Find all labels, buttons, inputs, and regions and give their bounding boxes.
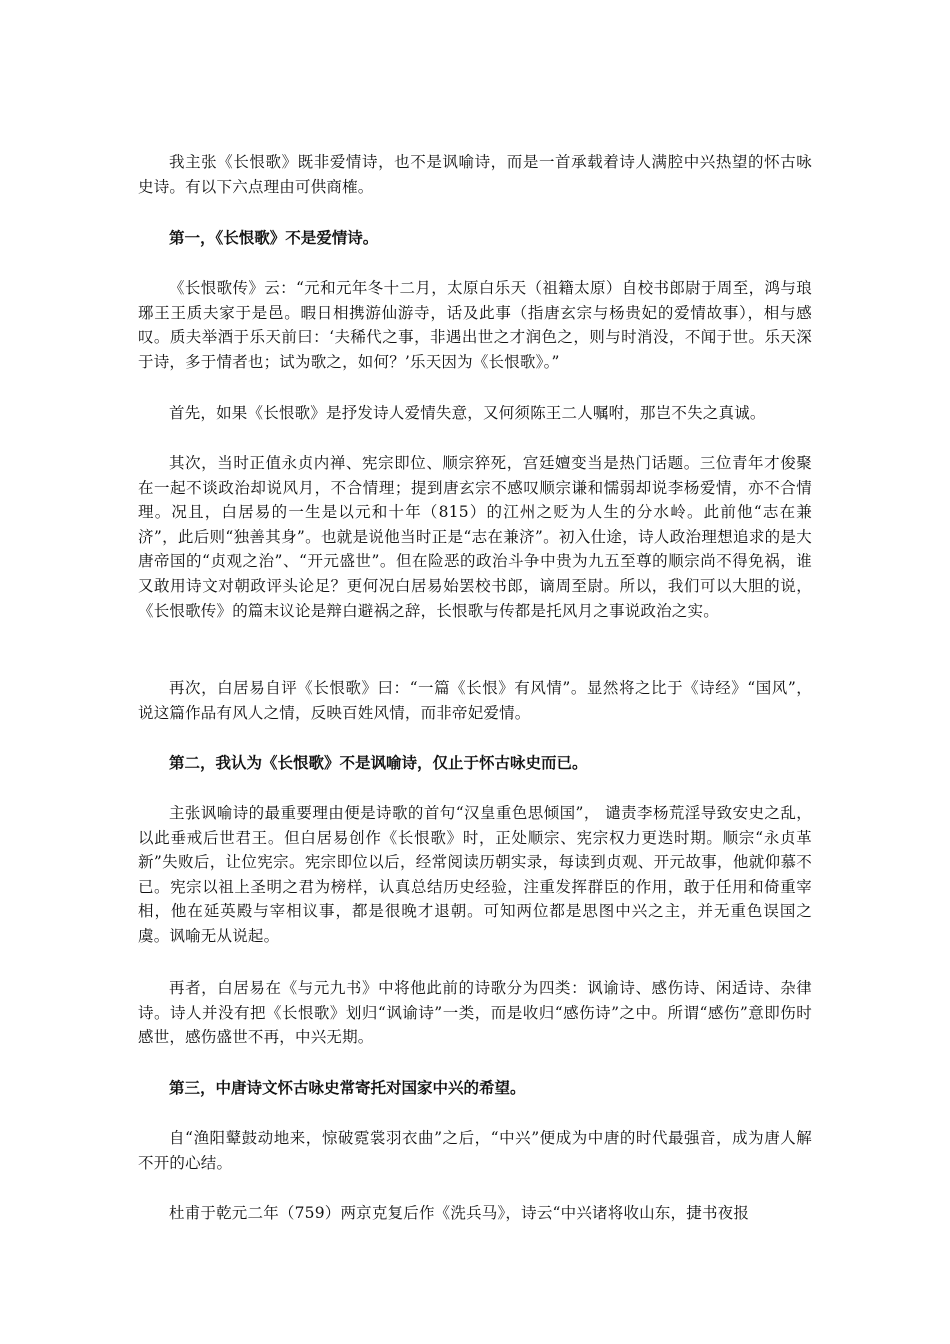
paragraph-thirdly: 再次，白居易自评《长恨歌》曰：“一篇《长恨》有风情”。显然将之比于《诗经》“国风”，说这篇作品有风人之情，反映百姓风情，而非帝妃爱情。 [138, 679, 812, 722]
paragraph-changhenge-zhuan-quote: 《长恨歌传》云：“元和元年冬十二月，太原白乐天（祖籍太原）自校书郎尉于周至，鸿与琅琊王王质夫家于是邑。暇日相携游仙游寺，话及此事（指唐玄宗与杨贵妃的爱情故事），相与感叹。质夫举酒于乐天前曰：‘夫稀代之事，非遇出世之才润色之，则与时消没，不闻于世。乐天深于诗，多于情者也；试为歌之，如何？’乐天因为《长恨歌》。” [138, 279, 812, 371]
paragraph-furthermore: 再者，白居易在《与元九书》中将他此前的诗歌分为四类：讽谕诗、感伤诗、闲适诗、杂律诗。诗人并没有把《长恨歌》划归“讽谕诗”一类，而是收归“感伤诗”之中。所谓“感伤”意即伤时感世，感伤盛世不再，中兴无期。 [138, 979, 812, 1047]
paragraph-satire-argument: 主张讽喻诗的最重要理由便是诗歌的首句“汉皇重色思倾国”， 谴责李杨荒淫导致安史之乱，以此垂戒后世君王。但白居易创作《长恨歌》时，正处顺宗、宪宗权力更迭时期。顺宗“永贞革新”失败后，让位宪宗。宪宗即位以后，经常阅读历朝实录，每读到贞观、开元故事，他就仰慕不已。宪宗以祖上圣明之君为榜样，认真总结历史经验，注重发挥群臣的作用，敢于任用和倚重宰相，他在延英殿与宰相议事，都是很晚才退朝。可知两位都是思图中兴之主，并无重色误国之虞。讽喻无从说起。 [138, 804, 812, 945]
heading-point-three: 第三，中唐诗文怀古咏史常寄托对国家中兴的希望。 [169, 1078, 526, 1097]
heading-point-two: 第二，我认为《长恨歌》不是讽喻诗，仅止于怀古咏史而已。 [169, 753, 588, 772]
paragraph-firstly: 首先，如果《长恨歌》是抒发诗人爱情失意，又何须陈王二人嘱咐，那岂不失之真诚。 [169, 404, 766, 422]
paragraph-intro: 我主张《长恨歌》既非爱情诗，也不是讽喻诗，而是一首承载着诗人满腔中兴热望的怀古咏史诗。有以下六点理由可供商榷。 [138, 153, 812, 196]
paragraph-secondly: 其次，当时正值永贞内禅、宪宗即位、顺宗猝死，宫廷嬗变当是热门话题。三位青年才俊聚在一起不谈政治却说风月，不合情理；提到唐玄宗不感叹顺宗谦和懦弱却说李杨爱情，亦不合情理。况且，白居易的一生是以元和十年（815）的江州之贬为人生的分水岭。此前他“志在兼济”，此后则“独善其身”。也就是说他当时正是“志在兼济”。初入仕途，诗人政治理想追求的是大唐帝国的“贞观之治”、“开元盛世”。但在险恶的政治斗争中贵为九五至尊的顺宗尚不得免祸，谁又敢用诗文对朝政评头论足？更何况白居易始罢校书郎，谪周至尉。所以，我们可以大胆的说，《长恨歌传》的篇末议论是辩白避祸之辞，长恨歌与传都是托风月之事说政治之实。 [138, 454, 812, 620]
heading-point-one: 第一，《长恨歌》不是爱情诗。 [169, 228, 379, 247]
paragraph-dufu: 杜甫于乾元二年（759）两京克复后作《洗兵马》，诗云“中兴诸将收山东，捷书夜报 [169, 1204, 750, 1222]
paragraph-zhongxing: 自“渔阳鼙鼓动地来，惊破霓裳羽衣曲”之后，“中兴”便成为中唐的时代最强音，成为唐人解不开的心结。 [138, 1129, 812, 1172]
